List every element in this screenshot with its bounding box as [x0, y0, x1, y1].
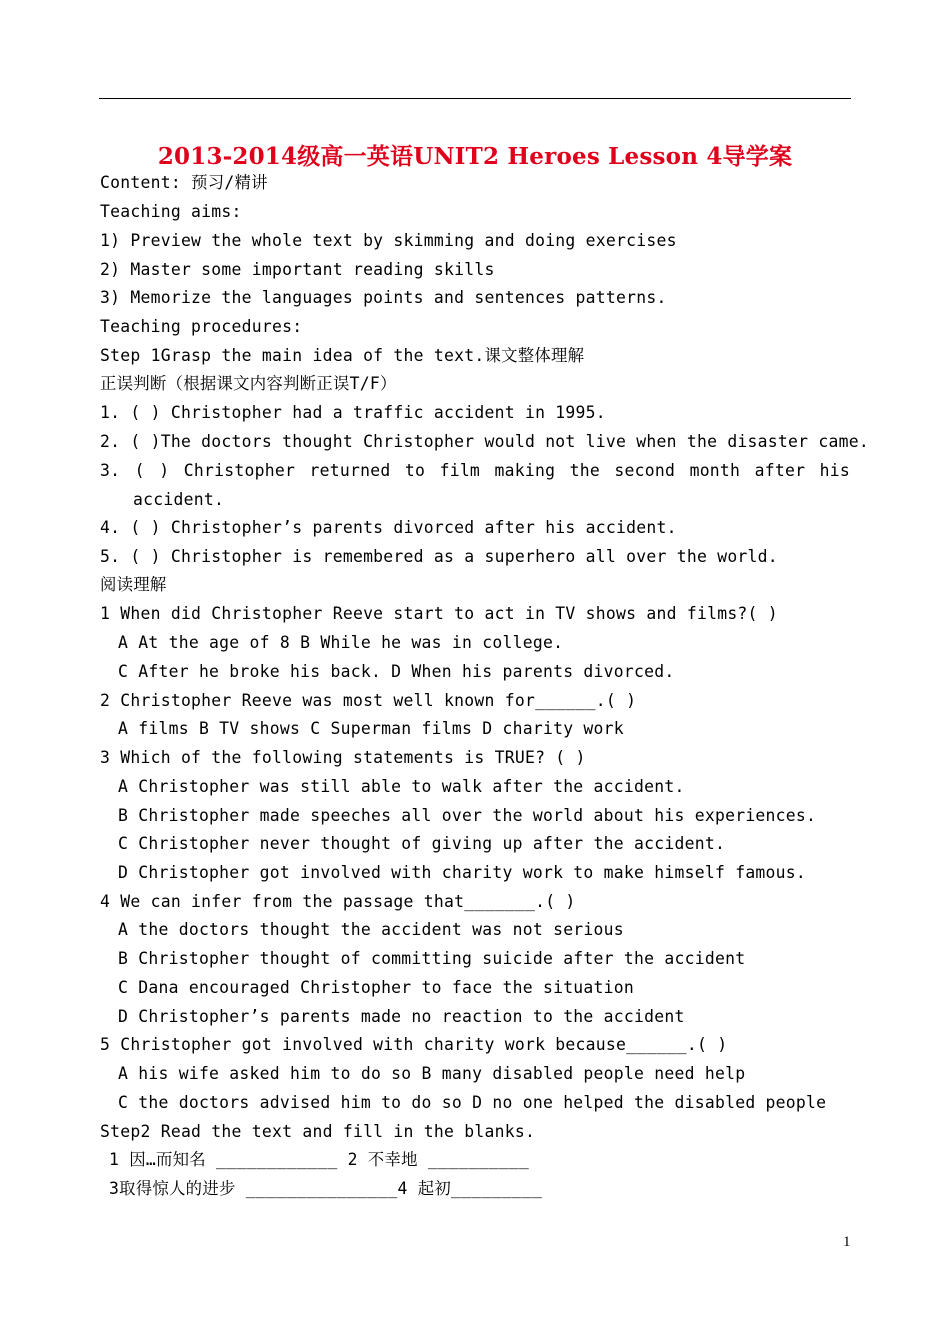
tf-item-1: 1. ( ) Christopher had a traffic accident in 1995.: [100, 403, 606, 422]
page-number: 1: [843, 1234, 851, 1250]
true-false-heading: 正误判断（根据课文内容判断正误T/F）: [100, 374, 397, 393]
question-1-options-cd: C After he broke his back. D When his parents divorced.: [118, 662, 675, 681]
document-title: 2013-2014级高一英语UNIT2 Heroes Lesson 4导学案: [157, 143, 793, 170]
fill-blank-line-1: 1 因…而知名 ____________ 2 不幸地 __________: [109, 1150, 530, 1169]
reading-comprehension-heading: 阅读理解: [100, 575, 167, 594]
question-5-options-cd: C the doctors advised him to do so D no one helped the disabled people: [118, 1093, 827, 1112]
teaching-aims-heading: Teaching aims:: [100, 202, 242, 221]
question-2-options: A films B TV shows C Superman films D charity work: [118, 719, 624, 738]
question-3-option-b: B Christopher made speeches all over the world about his experiences.: [118, 806, 817, 825]
question-3-option-a: A Christopher was still able to walk after the accident.: [118, 777, 685, 796]
header-rule: [99, 98, 851, 99]
question-3-option-d: D Christopher got involved with charity work to make himself famous.: [118, 863, 807, 882]
aim-1: 1) Preview the whole text by skimming and doing exercises: [100, 231, 677, 250]
question-3-option-c: C Christopher never thought of giving up after the accident.: [118, 834, 726, 853]
tf-item-4: 4. ( ) Christopher’s parents divorced after his accident.: [100, 518, 677, 537]
content-line: Content: 预习/精讲: [100, 173, 268, 192]
tf-item-3: 3. ( ) Christopher returned to film making the second month after his: [100, 461, 850, 480]
question-2: 2 Christopher Reeve was most well known for______.( ): [100, 691, 637, 710]
teaching-procedures-heading: Teaching procedures:: [100, 317, 303, 336]
question-4-option-a: A the doctors thought the accident was not serious: [118, 920, 624, 939]
question-1: 1 When did Christopher Reeve start to act in TV shows and films?( ): [100, 604, 778, 623]
question-4-option-b: B Christopher thought of committing suicide after the accident: [118, 949, 746, 968]
question-5-options-ab: A his wife asked him to do so B many disabled people need help: [118, 1064, 746, 1083]
aim-2: 2) Master some important reading skills: [100, 260, 495, 279]
question-5: 5 Christopher got involved with charity work because______.( ): [100, 1035, 728, 1054]
question-1-options-ab: A At the age of 8 B While he was in college.: [118, 633, 564, 652]
tf-item-2: 2. ( )The doctors thought Christopher would not live when the disaster came.: [100, 432, 869, 451]
question-4-option-c: C Dana encouraged Christopher to face the situation: [118, 978, 635, 997]
tf-item-3-continued: accident.: [133, 490, 225, 509]
step-2-heading: Step2 Read the text and fill in the blanks.: [100, 1122, 536, 1141]
fill-blank-line-2: 3取得惊人的进步 _______________4 起初_________: [109, 1179, 543, 1198]
step-1-heading: Step 1Grasp the main idea of the text.课文整体理解: [100, 346, 585, 365]
question-4-option-d: D Christopher’s parents made no reaction to the accident: [118, 1007, 685, 1026]
aim-3: 3) Memorize the languages points and sentences patterns.: [100, 288, 667, 307]
question-3: 3 Which of the following statements is TRUE? ( ): [100, 748, 586, 767]
tf-item-5: 5. ( ) Christopher is remembered as a superhero all over the world.: [100, 547, 778, 566]
question-4: 4 We can infer from the passage that_______.( ): [100, 892, 576, 911]
